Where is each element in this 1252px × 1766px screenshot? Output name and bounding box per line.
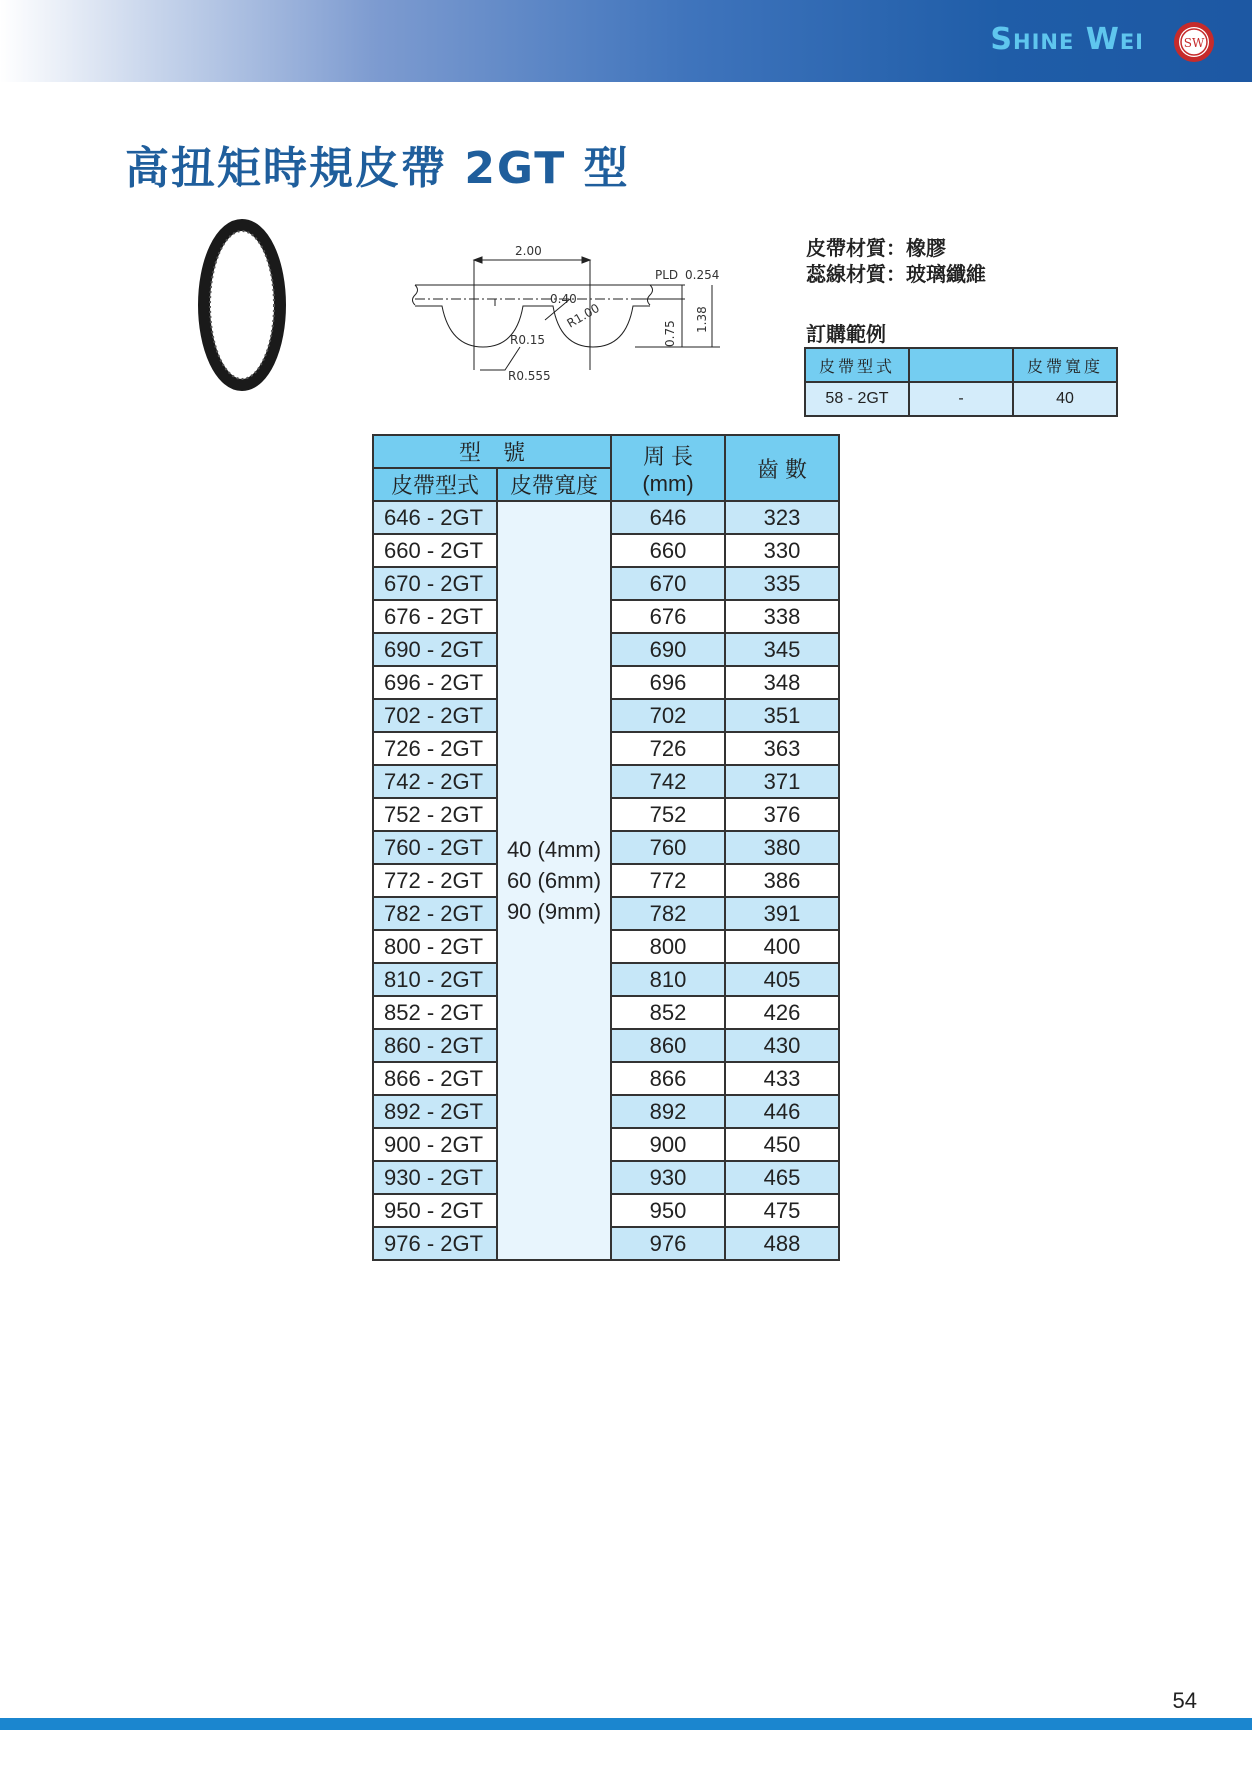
belt-material-spec: 皮帶材質：橡膠 <box>806 236 946 260</box>
header-model: 型 號 <box>373 435 611 468</box>
teeth-cell: 405 <box>725 963 839 996</box>
length-cell: 852 <box>611 996 725 1029</box>
header-teeth: 齒 數 <box>725 435 839 501</box>
header-width: 皮帶寬度 <box>497 468 611 501</box>
teeth-cell: 351 <box>725 699 839 732</box>
length-cell: 696 <box>611 666 725 699</box>
length-cell: 782 <box>611 897 725 930</box>
teeth-cell: 488 <box>725 1227 839 1260</box>
length-cell: 660 <box>611 534 725 567</box>
belt-type-cell: 782 - 2GT <box>373 897 497 930</box>
page-title: 高扭矩時規皮帶 2GT 型 <box>125 143 630 194</box>
length-cell: 800 <box>611 930 725 963</box>
seal-text: SW <box>1183 36 1205 50</box>
teeth-cell: 450 <box>725 1128 839 1161</box>
belt-width-option: 60 (6mm) <box>506 868 602 893</box>
belt-type-cell: 852 - 2GT <box>373 996 497 1029</box>
order-value-width: 40 <box>1013 382 1117 416</box>
belt-type-cell: 900 - 2GT <box>373 1128 497 1161</box>
length-cell: 742 <box>611 765 725 798</box>
length-cell: 930 <box>611 1161 725 1194</box>
length-cell: 772 <box>611 864 725 897</box>
teeth-cell: 433 <box>725 1062 839 1095</box>
brand-seal-icon <box>1172 20 1216 64</box>
r015-label: R0.15 <box>510 333 546 347</box>
header-length-label: 周 長 <box>642 443 694 469</box>
teeth-cell: 426 <box>725 996 839 1029</box>
teeth-cell: 391 <box>725 897 839 930</box>
belt-width-option: 40 (4mm) <box>506 837 602 862</box>
belt-type-cell: 950 - 2GT <box>373 1194 497 1227</box>
length-cell: 690 <box>611 633 725 666</box>
belt-width-cell <box>497 501 611 1260</box>
teeth-cell: 348 <box>725 666 839 699</box>
teeth-cell: 430 <box>725 1029 839 1062</box>
belt-type-cell: 810 - 2GT <box>373 963 497 996</box>
order-header-type: 皮帶型式 <box>805 348 909 382</box>
belt-type-cell: 676 - 2GT <box>373 600 497 633</box>
teeth-cell: 465 <box>725 1161 839 1194</box>
length-cell: 752 <box>611 798 725 831</box>
belt-type-cell: 752 - 2GT <box>373 798 497 831</box>
teeth-cell: 363 <box>725 732 839 765</box>
footer-bar <box>0 1718 1252 1730</box>
tooth-profile-diagram <box>410 235 730 395</box>
length-cell: 726 <box>611 732 725 765</box>
belt-type-cell: 800 - 2GT <box>373 930 497 963</box>
teeth-cell: 446 <box>725 1095 839 1128</box>
page-number: 54 <box>1172 1688 1197 1713</box>
teeth-cell: 371 <box>725 765 839 798</box>
teeth-cell: 338 <box>725 600 839 633</box>
length-cell: 892 <box>611 1095 725 1128</box>
teeth-cell: 335 <box>725 567 839 600</box>
belt-type-cell: 976 - 2GT <box>373 1227 497 1260</box>
teeth-cell: 475 <box>725 1194 839 1227</box>
h138-label: 1.38 <box>695 306 709 333</box>
belt-type-cell: 696 - 2GT <box>373 666 497 699</box>
length-cell: 810 <box>611 963 725 996</box>
pld-value-label: 0.254 <box>685 268 720 282</box>
r0555-label: R0.555 <box>508 369 551 383</box>
belt-type-cell: 860 - 2GT <box>373 1029 497 1062</box>
belt-type-cell: 866 - 2GT <box>373 1062 497 1095</box>
r100-label: R1.00 <box>564 300 602 331</box>
h075-label: 0.75 <box>663 320 677 347</box>
order-example-title: 訂購範例 <box>806 322 886 346</box>
header-length-unit: (mm) <box>642 470 694 496</box>
belt-type-cell: 646 - 2GT <box>373 501 497 534</box>
length-cell: 760 <box>611 831 725 864</box>
belt-type-cell: 702 - 2GT <box>373 699 497 732</box>
length-cell: 976 <box>611 1227 725 1260</box>
length-cell: 670 <box>611 567 725 600</box>
teeth-cell: 386 <box>725 864 839 897</box>
belt-type-cell: 742 - 2GT <box>373 765 497 798</box>
teeth-cell: 330 <box>725 534 839 567</box>
belt-type-cell: 690 - 2GT <box>373 633 497 666</box>
pitch-label: 2.00 <box>515 244 542 258</box>
dim-040-label: 0.40 <box>550 292 577 306</box>
belt-type-cell: 670 - 2GT <box>373 567 497 600</box>
table-row <box>373 501 839 534</box>
belt-spec-table <box>372 434 840 1261</box>
teeth-cell: 345 <box>725 633 839 666</box>
order-value-type: 58 - 2GT <box>805 382 909 416</box>
length-cell: 676 <box>611 600 725 633</box>
order-value-dash: - <box>909 382 1013 416</box>
teeth-cell: 323 <box>725 501 839 534</box>
teeth-cell: 376 <box>725 798 839 831</box>
length-cell: 646 <box>611 501 725 534</box>
order-header-blank <box>909 348 1013 382</box>
belt-type-cell: 760 - 2GT <box>373 831 497 864</box>
teeth-cell: 400 <box>725 930 839 963</box>
length-cell: 900 <box>611 1128 725 1161</box>
belt-width-option: 90 (9mm) <box>506 899 602 924</box>
order-example-table <box>804 347 1118 417</box>
order-header-width: 皮帶寬度 <box>1013 348 1117 382</box>
belt-photo <box>195 218 290 393</box>
brand-name: Shine Wei <box>990 22 1144 57</box>
belt-type-cell: 892 - 2GT <box>373 1095 497 1128</box>
teeth-cell: 380 <box>725 831 839 864</box>
length-cell: 950 <box>611 1194 725 1227</box>
header-type: 皮帶型式 <box>373 468 497 501</box>
belt-type-cell: 772 - 2GT <box>373 864 497 897</box>
belt-type-cell: 726 - 2GT <box>373 732 497 765</box>
length-cell: 860 <box>611 1029 725 1062</box>
cord-material-spec: 蕊線材質：玻璃纖維 <box>806 262 986 286</box>
pld-label: PLD <box>655 268 679 282</box>
belt-type-cell: 660 - 2GT <box>373 534 497 567</box>
header-length <box>611 435 725 501</box>
length-cell: 866 <box>611 1062 725 1095</box>
length-cell: 702 <box>611 699 725 732</box>
belt-type-cell: 930 - 2GT <box>373 1161 497 1194</box>
